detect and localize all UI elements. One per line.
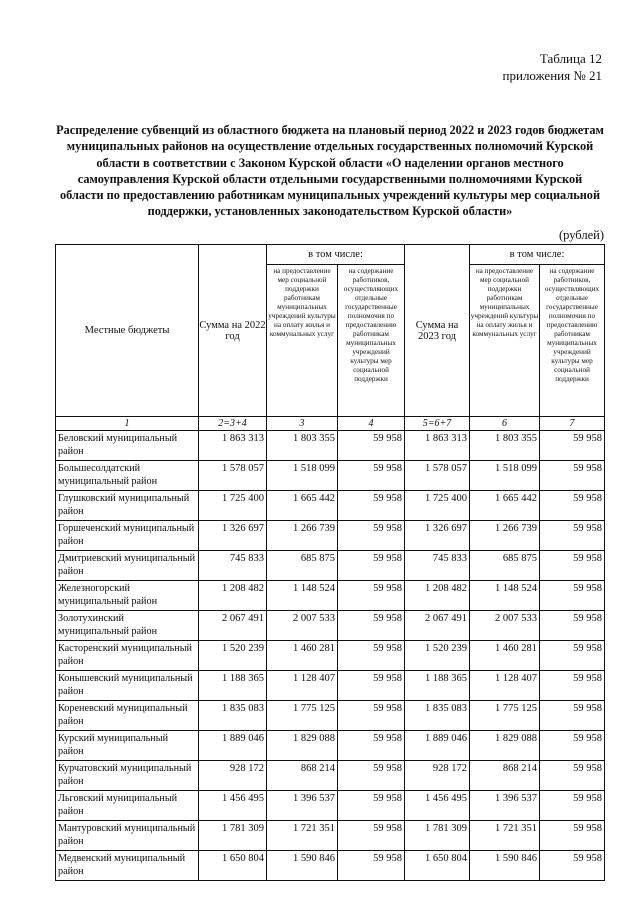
sum-2023-cell: 2 067 491 (405, 611, 470, 641)
powers-2023-cell: 59 958 (540, 701, 605, 731)
header-local-budgets: Местные бюджеты (56, 245, 199, 417)
district-name: Мантуровский муниципальный район (56, 821, 199, 851)
table-row (56, 821, 605, 851)
powers-2022-cell: 59 958 (338, 821, 405, 851)
district-name: Льговский муниципальный район (56, 791, 199, 821)
utilities-2023-cell: 1 148 524 (470, 581, 540, 611)
sum-2022-cell: 1 208 482 (199, 581, 267, 611)
column-number: 3 (267, 417, 338, 431)
utilities-2022-cell: 1 266 739 (267, 521, 338, 551)
table-row (56, 491, 605, 521)
sum-2022-cell: 1 326 697 (199, 521, 267, 551)
district-name: Горшеченский муниципальный район (56, 521, 199, 551)
powers-2022-cell: 59 958 (338, 851, 405, 881)
table-number: Таблица 12 (539, 51, 602, 66)
utilities-2023-cell: 1 128 407 (470, 671, 540, 701)
column-number: 2=3+4 (199, 417, 267, 431)
table-row (56, 581, 605, 611)
utilities-2022-cell: 868 214 (267, 761, 338, 791)
sum-2023-cell: 928 172 (405, 761, 470, 791)
utilities-2022-cell: 1 128 407 (267, 671, 338, 701)
sum-2023-cell: 1 835 083 (405, 701, 470, 731)
sum-2023-cell: 1 208 482 (405, 581, 470, 611)
district-name: Дмитриевский муниципальный район (56, 551, 199, 581)
subsidies-table (55, 244, 605, 881)
powers-2023-cell: 59 958 (540, 641, 605, 671)
powers-2022-cell: 59 958 (338, 581, 405, 611)
district-name: Беловский муниципальный район (56, 431, 199, 461)
sum-2023-cell: 1 456 495 (405, 791, 470, 821)
powers-2022-cell: 59 958 (338, 611, 405, 641)
utilities-2023-cell: 2 007 533 (470, 611, 540, 641)
powers-2022-cell: 59 958 (338, 791, 405, 821)
powers-2023-cell: 59 958 (540, 581, 605, 611)
header-sum-2022: Сумма на 2022 год (199, 245, 267, 417)
sum-2022-cell: 745 833 (199, 551, 267, 581)
document-title: Распределение субвенций из областного бюджета на плановый период 2022 и 2023 годов бюджетам муниципальных районов на осуществление отдельных государственных полномочий Курской области в соответствии с Законом Курской области «О наделении органов местного самоуправления Курской области отдельными государственными полномочиями Курской области по предоставлению работникам муниципальных учреждений культуры мер социальной поддержки, установленных законодательством Курской области» (56, 123, 604, 219)
powers-2023-cell: 59 958 (540, 821, 605, 851)
district-name: Курский муниципальный район (56, 731, 199, 761)
table-row (56, 521, 605, 551)
district-name: Золотухинский муниципальный район (56, 611, 199, 641)
sum-2023-cell: 1 889 046 (405, 731, 470, 761)
sum-2022-cell: 1 889 046 (199, 731, 267, 761)
sum-2022-cell: 1 725 400 (199, 491, 267, 521)
utilities-2023-cell: 1 518 099 (470, 461, 540, 491)
header-sum-2023: Сумма на 2023 год (405, 245, 470, 417)
utilities-2022-cell: 1 518 099 (267, 461, 338, 491)
utilities-2023-cell: 1 829 088 (470, 731, 540, 761)
sum-2022-cell: 1 188 365 (199, 671, 267, 701)
sum-2022-cell: 1 456 495 (199, 791, 267, 821)
powers-2023-cell: 59 958 (540, 671, 605, 701)
header-including-2023: в том числе: (470, 245, 605, 265)
table-row (56, 551, 605, 581)
utilities-2023-cell: 1 590 846 (470, 851, 540, 881)
powers-2023-cell: 59 958 (540, 491, 605, 521)
powers-2022-cell: 59 958 (338, 641, 405, 671)
column-number: 4 (338, 417, 405, 431)
powers-2022-cell: 59 958 (338, 461, 405, 491)
district-name: Большесолдатский муниципальный район (56, 461, 199, 491)
powers-2023-cell: 59 958 (540, 551, 605, 581)
powers-2023-cell: 59 958 (540, 521, 605, 551)
utilities-2023-cell: 1 775 125 (470, 701, 540, 731)
utilities-2022-cell: 1 803 355 (267, 431, 338, 461)
table-row (56, 791, 605, 821)
column-number: 6 (470, 417, 540, 431)
header-powers-2022: на содержание работников, осуществляющих отдельные государственные полномочия по предоставлению работникам муниципальных учреждений культуры мер социальной поддержки (338, 265, 405, 417)
utilities-2023-cell: 1 460 281 (470, 641, 540, 671)
column-number: 7 (540, 417, 605, 431)
utilities-2022-cell: 1 665 442 (267, 491, 338, 521)
sum-2023-cell: 1 326 697 (405, 521, 470, 551)
sum-2022-cell: 1 835 083 (199, 701, 267, 731)
appendix-number: приложения № 21 (502, 68, 602, 83)
utilities-2023-cell: 1 721 351 (470, 821, 540, 851)
table-row (56, 731, 605, 761)
powers-2023-cell: 59 958 (540, 461, 605, 491)
table-row (56, 671, 605, 701)
table-row (56, 461, 605, 491)
column-number: 5=6+7 (405, 417, 470, 431)
powers-2022-cell: 59 958 (338, 701, 405, 731)
sum-2023-cell: 1 188 365 (405, 671, 470, 701)
powers-2022-cell: 59 958 (338, 761, 405, 791)
utilities-2022-cell: 685 875 (267, 551, 338, 581)
utilities-2022-cell: 1 721 351 (267, 821, 338, 851)
powers-2022-cell: 59 958 (338, 731, 405, 761)
sum-2022-cell: 1 781 309 (199, 821, 267, 851)
district-name: Конышевский муниципальный район (56, 671, 199, 701)
utilities-2022-cell: 1 775 125 (267, 701, 338, 731)
powers-2023-cell: 59 958 (540, 791, 605, 821)
powers-2022-cell: 59 958 (338, 671, 405, 701)
table-row (56, 641, 605, 671)
utilities-2023-cell: 1 665 442 (470, 491, 540, 521)
header-powers-2023: на содержание работников, осуществляющих отдельные государственные полномочия по предоставлению работникам муниципальных учреждений культуры мер социальной поддержки (540, 265, 605, 417)
utilities-2022-cell: 1 396 537 (267, 791, 338, 821)
sum-2023-cell: 1 725 400 (405, 491, 470, 521)
sum-2022-cell: 1 578 057 (199, 461, 267, 491)
sum-2022-cell: 1 863 313 (199, 431, 267, 461)
powers-2022-cell: 59 958 (338, 521, 405, 551)
utilities-2023-cell: 868 214 (470, 761, 540, 791)
powers-2022-cell: 59 958 (338, 431, 405, 461)
utilities-2023-cell: 1 266 739 (470, 521, 540, 551)
district-name: Касторенский муниципальный район (56, 641, 199, 671)
utilities-2023-cell: 1 396 537 (470, 791, 540, 821)
utilities-2022-cell: 2 007 533 (267, 611, 338, 641)
table-row (56, 701, 605, 731)
table-row (56, 761, 605, 791)
header-utilities-2023: на предоставление мер социальной поддержки работникам муниципальных учреждений культуры на оплату жилья и коммунальных услуг (470, 265, 540, 417)
district-name: Железногорский муниципальный район (56, 581, 199, 611)
table-row (56, 431, 605, 461)
powers-2023-cell: 59 958 (540, 431, 605, 461)
utilities-2023-cell: 1 803 355 (470, 431, 540, 461)
utilities-2023-cell: 685 875 (470, 551, 540, 581)
utilities-2022-cell: 1 829 088 (267, 731, 338, 761)
table-row (56, 851, 605, 881)
column-number: 1 (56, 417, 199, 431)
powers-2023-cell: 59 958 (540, 611, 605, 641)
table-reference (503, 50, 602, 84)
sum-2022-cell: 928 172 (199, 761, 267, 791)
district-name: Глушковский муниципальный район (56, 491, 199, 521)
utilities-2022-cell: 1 590 846 (267, 851, 338, 881)
header-including-2022: в том числе: (267, 245, 405, 265)
utilities-2022-cell: 1 460 281 (267, 641, 338, 671)
sum-2022-cell: 1 520 239 (199, 641, 267, 671)
powers-2023-cell: 59 958 (540, 731, 605, 761)
sum-2023-cell: 745 833 (405, 551, 470, 581)
header-utilities-2022: на предоставление мер социальной поддержки работникам муниципальных учреждений культуры на оплату жилья и коммунальных услуг (267, 265, 338, 417)
powers-2022-cell: 59 958 (338, 491, 405, 521)
sum-2023-cell: 1 781 309 (405, 821, 470, 851)
powers-2023-cell: 59 958 (540, 851, 605, 881)
sum-2022-cell: 2 067 491 (199, 611, 267, 641)
district-name: Кореневский муниципальный район (56, 701, 199, 731)
sum-2023-cell: 1 520 239 (405, 641, 470, 671)
utilities-2022-cell: 1 148 524 (267, 581, 338, 611)
powers-2022-cell: 59 958 (338, 551, 405, 581)
units-label: (рублей) (558, 228, 604, 242)
powers-2023-cell: 59 958 (540, 761, 605, 791)
district-name: Медвенский муниципальный район (56, 851, 199, 881)
sum-2023-cell: 1 578 057 (405, 461, 470, 491)
column-number-row (56, 417, 605, 431)
table-row (56, 611, 605, 641)
sum-2023-cell: 1 863 313 (405, 431, 470, 461)
sum-2022-cell: 1 650 804 (199, 851, 267, 881)
sum-2023-cell: 1 650 804 (405, 851, 470, 881)
district-name: Курчатовский муниципальный район (56, 761, 199, 791)
